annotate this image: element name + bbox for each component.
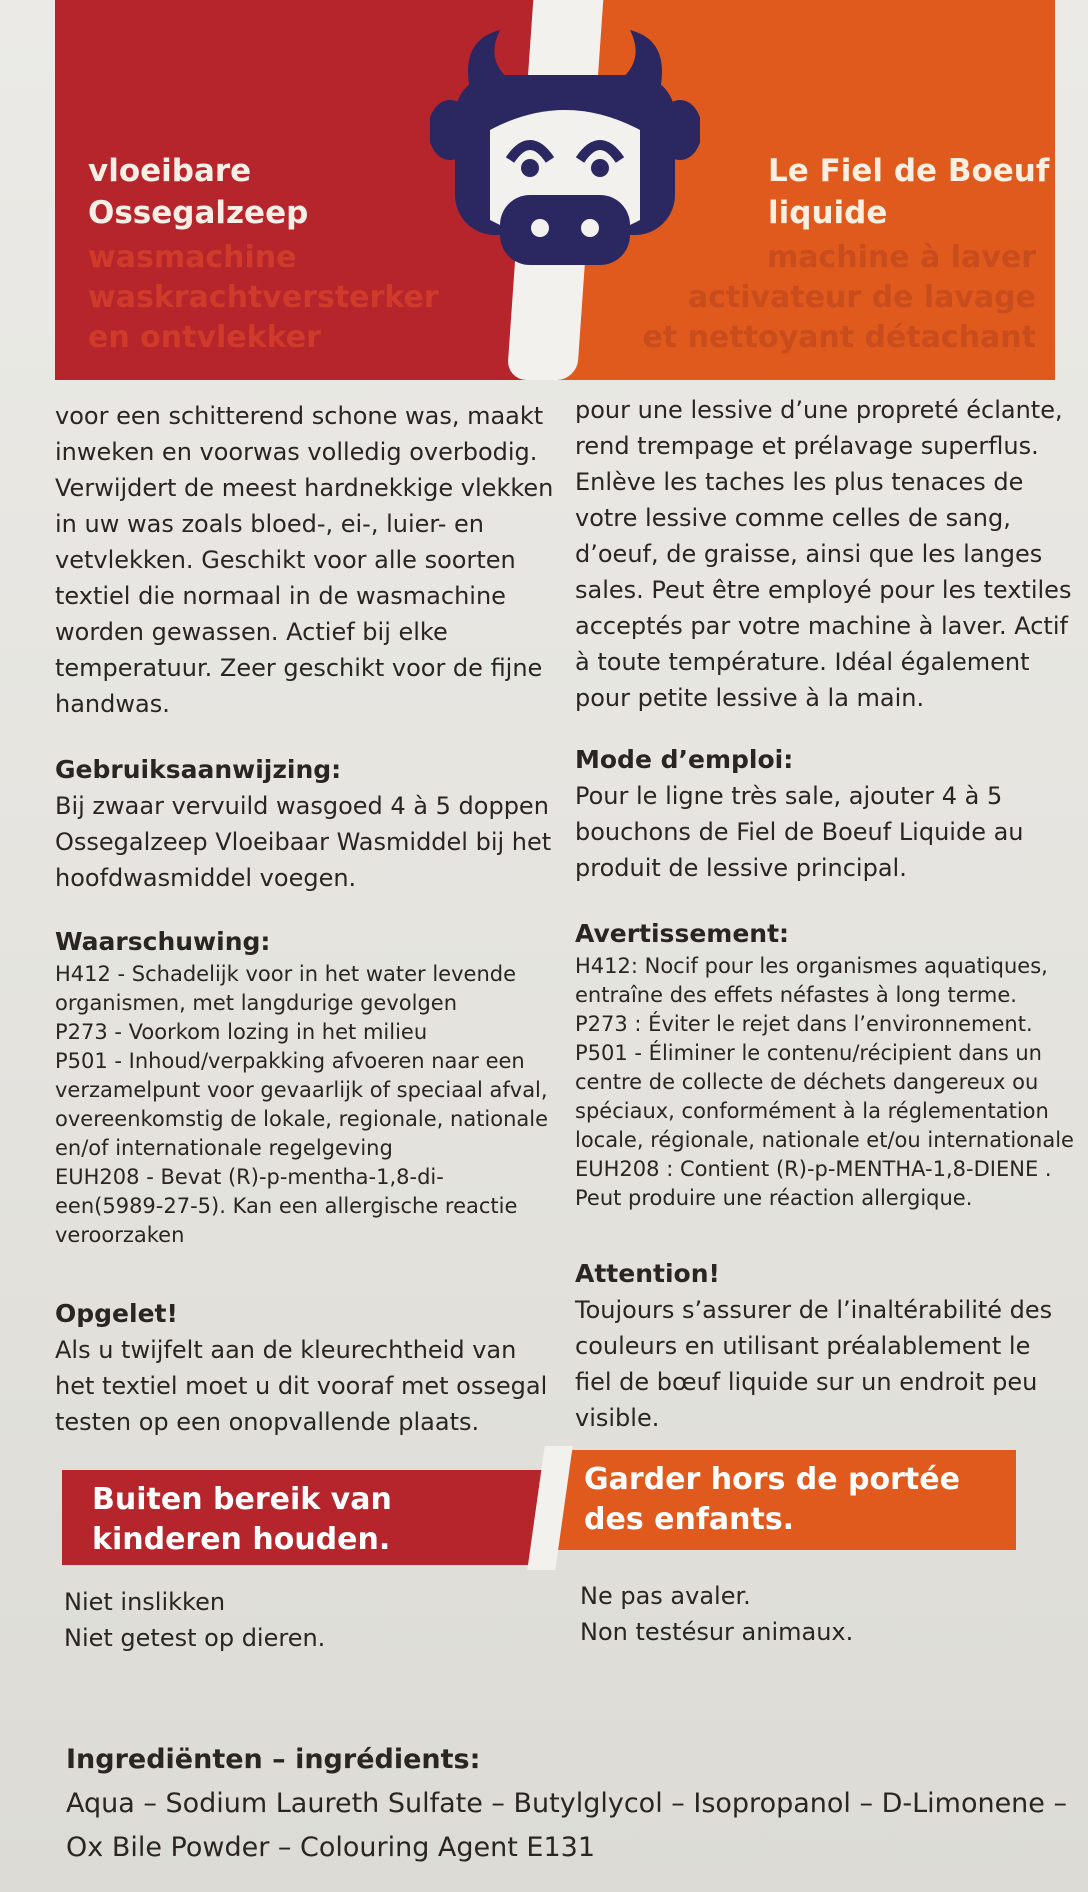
text-line: locale, régionale, nationale et/ou internationale <box>575 1128 1074 1152</box>
banner-subtitle-fr <box>642 238 1036 358</box>
text-line: acceptés par votre machine à laver. Actif <box>575 612 1068 640</box>
text-line: pour petite lessive à la main. <box>575 684 925 712</box>
text-line: Niet inslikken <box>64 1588 226 1616</box>
text-line: machine à laver <box>767 240 1036 275</box>
text-line: overeenkomstig de lokale, regionale, nationale <box>55 1107 549 1131</box>
text-line: EUH208 : Contient (R)-p-MENTHA-1,8-DIENE . <box>575 1157 1052 1181</box>
nl-warning-section <box>55 924 555 1250</box>
text-line: rend trempage et prélavage superflus. <box>575 432 1039 460</box>
text-line: vloeibare <box>88 153 252 189</box>
text-line: kinderen houden. <box>92 1522 391 1557</box>
text-line: liquide <box>768 195 888 231</box>
nl-attention-heading: Opgelet! <box>55 1299 178 1328</box>
text-line: temperatuur. Zeer geschikt voor de fijne <box>55 654 543 682</box>
text-line: Garder hors de portée <box>584 1462 960 1497</box>
text-line: d’oeuf, de graisse, ainsi que les langes <box>575 540 1043 568</box>
text-line: in uw was zoals bloed-, ei-, luier- en <box>55 510 484 538</box>
text-line: Ossegalzeep <box>88 195 309 231</box>
text-line: bouchons de Fiel de Boeuf Liquide au <box>575 818 1024 846</box>
nl-usage-heading: Gebruiksaanwijzing: <box>55 755 342 784</box>
text-line: P501 - Inhoud/verpakking afvoeren naar een <box>55 1049 525 1073</box>
text-line: visible. <box>575 1404 660 1432</box>
text-line: centre de collecte de déchets dangereux ou <box>575 1070 1039 1094</box>
nl-warning-heading: Waarschuwing: <box>55 927 271 956</box>
banner-title-nl <box>88 150 308 234</box>
text-line: Toujours s’assurer de l’inaltérabilité des <box>575 1296 1053 1324</box>
text-line: Non testésur animaux. <box>580 1618 854 1646</box>
text-line: handwas. <box>55 690 170 718</box>
text-line: en/of internationale regelgeving <box>55 1136 393 1160</box>
text-line: votre lessive comme celles de sang, <box>575 504 1011 532</box>
text-line: Le Fiel de Boeuf <box>768 153 1050 189</box>
nl-attention-section <box>55 1296 555 1440</box>
nl-notes <box>64 1584 325 1656</box>
text-line: Als u twijfelt aan de kleurechtheid van <box>55 1336 517 1364</box>
text-line: entraîne des effets néfastes à long terme. <box>575 983 1017 1007</box>
fr-attention-section <box>575 1256 1055 1436</box>
text-line: Enlève les taches les plus tenaces de <box>575 468 1024 496</box>
text-line: textiel die normaal in de wasmachine <box>55 582 506 610</box>
text-line: P273 - Voorkom lozing in het milieu <box>55 1020 428 1044</box>
fr-attention-heading: Attention! <box>575 1259 720 1288</box>
text-line: het textiel moet u dit vooraf met ossegal <box>55 1372 548 1400</box>
text-line: activateur de lavage <box>687 280 1036 315</box>
text-line: hoofdwasmiddel voegen. <box>55 864 357 892</box>
text-line: P273 : Éviter le rejet dans l’environnement. <box>575 1012 1033 1036</box>
nl-intro <box>55 398 555 722</box>
banner-title-fr <box>768 150 1049 234</box>
nl-usage-section <box>55 752 555 896</box>
text-line: produit de lessive principal. <box>575 854 907 882</box>
text-line: pour une lessive d’une propreté éclante, <box>575 396 1063 424</box>
text-line: vetvlekken. Geschikt voor alle soorten <box>55 546 516 574</box>
text-line: Ne pas avaler. <box>580 1582 751 1610</box>
text-line: des enfants. <box>584 1502 795 1537</box>
ingredients-heading: Ingrediënten – ingrédients: <box>66 1744 481 1775</box>
fr-warning-section <box>575 916 1074 1213</box>
fr-notes <box>580 1578 853 1650</box>
text-line: Ox Bile Powder – Colouring Agent E131 <box>66 1832 596 1863</box>
text-line: waskrachtversterker <box>88 280 439 315</box>
text-line: Ossegalzeep Vloeibaar Wasmiddel bij het <box>55 828 552 856</box>
text-line: inweken en voorwas volledig overbodig. <box>55 438 538 466</box>
text-line: Buiten bereik van <box>92 1482 392 1517</box>
text-line: Verwijdert de meest hardnekkige vlekken <box>55 474 554 502</box>
text-line: voor een schitterend schone was, maakt <box>55 402 544 430</box>
text-line: fiel de bœuf liquide sur un endroit peu <box>575 1368 1038 1396</box>
text-line: P501 - Éliminer le contenu/récipient dans un <box>575 1041 1042 1065</box>
text-line: Pour le ligne très sale, ajouter 4 à 5 <box>575 782 1003 810</box>
text-line: organismen, met langdurige gevolgen <box>55 991 458 1015</box>
text-line: et nettoyant détachant <box>642 320 1036 355</box>
text-line: Bij zwaar vervuild wasgoed 4 à 5 doppen <box>55 792 549 820</box>
text-line: EUH208 - Bevat (R)-p-mentha-1,8-di- <box>55 1165 444 1189</box>
keep-away-text-fr <box>584 1460 960 1540</box>
text-line: testen op een onopvallende plaats. <box>55 1408 480 1436</box>
text-line: sales. Peut être employé pour les textiles <box>575 576 1072 604</box>
fr-usage-section <box>575 742 1055 886</box>
ingredients-section <box>66 1738 1067 1870</box>
text-line: spéciaux, conformément à la réglementation <box>575 1099 1049 1123</box>
text-line: H412: Nocif pour les organismes aquatiques, <box>575 954 1048 978</box>
banner-subtitle-nl <box>88 238 439 358</box>
text-line: worden gewassen. Actief bij elke <box>55 618 448 646</box>
text-line: veroorzaken <box>55 1223 185 1247</box>
text-line: H412 - Schadelijk voor in het water levende <box>55 962 517 986</box>
text-line: Niet getest op dieren. <box>64 1624 326 1652</box>
text-line: couleurs en utilisant préalablement le <box>575 1332 1031 1360</box>
text-line: en ontvlekker <box>88 320 321 355</box>
fr-intro <box>575 392 1072 716</box>
fr-usage-heading: Mode d’emploi: <box>575 745 794 774</box>
keep-away-text-nl <box>92 1480 392 1560</box>
text-line: Aqua – Sodium Laureth Sulfate – Butylglycol – Isopropanol – D-Limonene – <box>66 1788 1067 1819</box>
text-line: Peut produire une réaction allergique. <box>575 1186 973 1210</box>
text-line: verzamelpunt voor gevaarlijk of speciaal afval, <box>55 1078 548 1102</box>
text-line: wasmachine <box>88 240 297 275</box>
fr-warning-heading: Avertissement: <box>575 919 790 948</box>
text-line: à toute température. Idéal également <box>575 648 1030 676</box>
text-line: een(5989-27-5). Kan een allergische reactie <box>55 1194 518 1218</box>
